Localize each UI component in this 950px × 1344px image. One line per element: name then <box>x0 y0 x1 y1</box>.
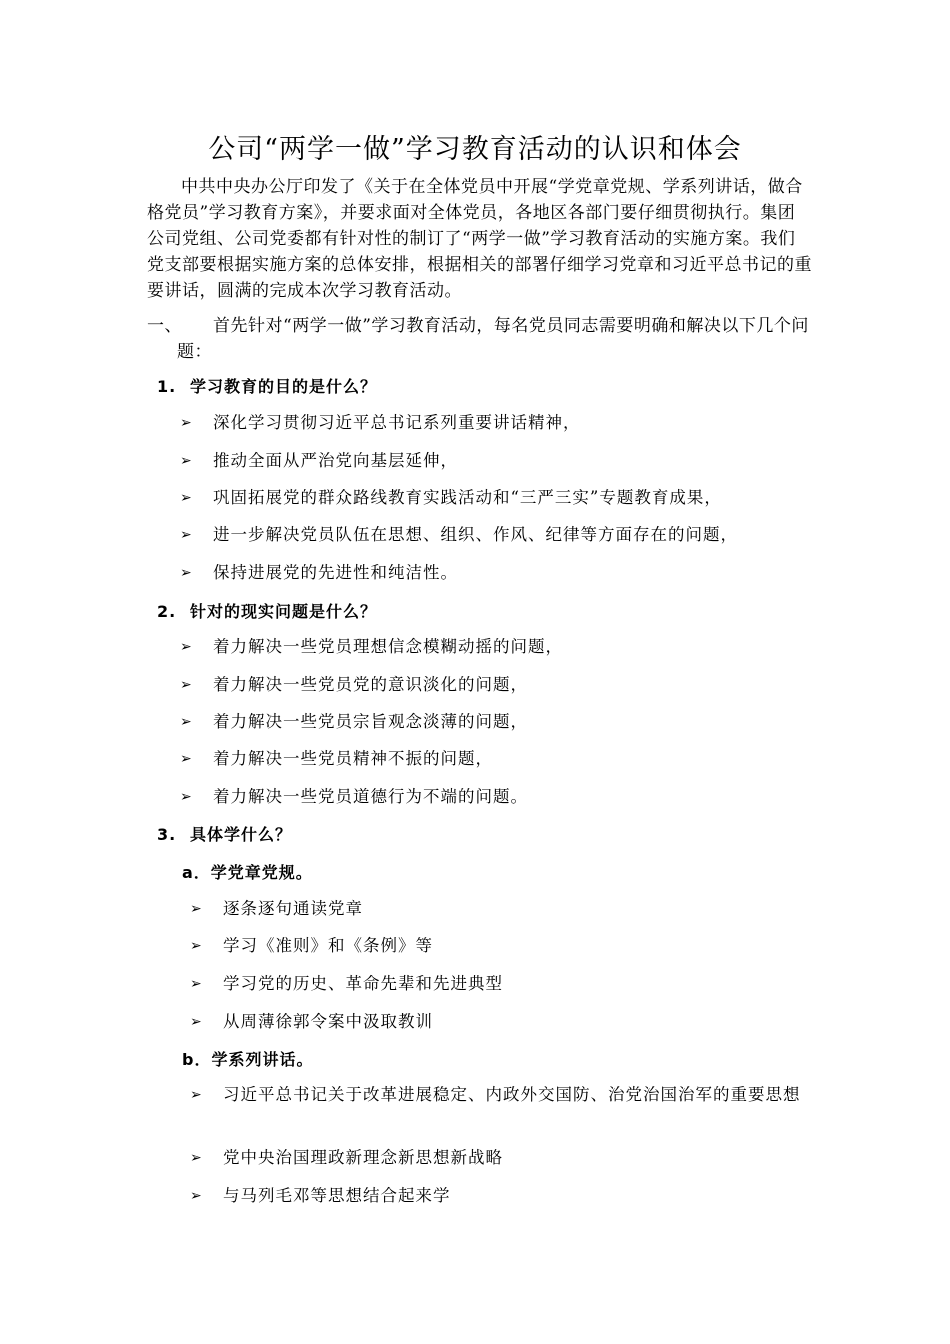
list-item: ➢ 习近平总书记关于改革进展稳定、内政外交国防、治党治国治军的重要思想 <box>190 1082 810 1108</box>
bullet-arrow-icon: ➢ <box>190 1188 203 1204</box>
list-item: ➢ 逐条逐句通读党章 <box>190 896 820 922</box>
bullet-arrow-icon: ➢ <box>180 490 193 506</box>
bullet-arrow-icon: ➢ <box>180 677 193 693</box>
list-item: ➢ 着力解决一些党员理想信念模糊动摇的问题， <box>180 634 810 660</box>
section-one-text: 首先针对“两学一做”学习教育活动，每名党员同志需要明确和解决以下几个问题： <box>177 316 809 362</box>
bullet-arrow-icon: ➢ <box>180 639 193 655</box>
list-item: ➢ 巩固拓展党的群众路线教育实践活动和“三严三实”专题教育成果， <box>180 485 810 511</box>
subsection-a-heading: a．学党章党规。 <box>182 863 313 882</box>
bullet-arrow-icon: ➢ <box>190 901 203 917</box>
list-item: ➢ 党中央治国理政新理念新思想新战略 <box>190 1145 820 1171</box>
bullet-arrow-icon: ➢ <box>180 789 193 805</box>
list-item: ➢ 与马列毛邓等思想结合起来学 <box>190 1183 820 1209</box>
document-title: 公司“两学一做”学习教育活动的认识和体会 <box>208 134 742 165</box>
question-2-heading <box>157 599 377 622</box>
list-item: ➢ 着力解决一些党员精神不振的问题， <box>180 746 810 772</box>
bullet-arrow-icon: ➢ <box>190 1014 203 1030</box>
bullet-arrow-icon: ➢ <box>190 1087 203 1103</box>
bullet-arrow-icon: ➢ <box>190 938 203 954</box>
intro-paragraph: 中共中央办公厅印发了《关于在全体党员中开展“学党章党规、学系列讲话，做合格党员”学习教育方案》，并要求面对全体党员，各地区各部门要仔细贯彻执行。集团公司党组、公司党委都有针对性的制订了“两学一做”学习教育活动的实施方案。我们党支部要根据实施方案的总体安排，根据相关的部署仔细学习党章和习近平总书记的重要讲话，圆满的完成本次学习教育活动。 <box>147 177 812 301</box>
question-1-heading <box>157 374 377 397</box>
question-1-number: 1. <box>157 377 177 396</box>
question-3-heading <box>157 822 292 845</box>
question-3-number: 3. <box>157 825 177 844</box>
question-1-text: 学习教育的目的是什么？ <box>190 377 378 396</box>
bullet-arrow-icon: ➢ <box>180 453 193 469</box>
bullet-arrow-icon: ➢ <box>180 415 193 431</box>
subsection-b-heading: b．学系列讲话。 <box>182 1050 314 1069</box>
list-item: ➢ 着力解决一些党员道德行为不端的问题。 <box>180 784 810 810</box>
list-item: ➢ 深化学习贯彻习近平总书记系列重要讲话精神， <box>180 410 810 436</box>
list-item: ➢ 学习《准则》和《条例》等 <box>190 933 820 959</box>
question-2-number: 2. <box>157 602 177 621</box>
list-item: ➢ 着力解决一些党员党的意识淡化的问题， <box>180 672 810 698</box>
bullet-arrow-icon: ➢ <box>190 976 203 992</box>
bullet-arrow-icon: ➢ <box>180 527 193 543</box>
section-one-number: 一、 <box>147 316 182 336</box>
bullet-arrow-icon: ➢ <box>190 1150 203 1166</box>
bullet-arrow-icon: ➢ <box>180 714 193 730</box>
bullet-arrow-icon: ➢ <box>180 751 193 767</box>
list-item: ➢ 保持进展党的先进性和纯洁性。 <box>180 560 810 586</box>
section-one <box>147 313 812 365</box>
list-item: ➢ 着力解决一些党员宗旨观念淡薄的问题， <box>180 709 810 735</box>
list-item: ➢ 学习党的历史、革命先辈和先进典型 <box>190 971 820 997</box>
list-item: ➢ 进一步解决党员队伍在思想、组织、作风、纪律等方面存在的问题， <box>180 522 810 548</box>
list-item: ➢ 推动全面从严治党向基层延伸， <box>180 448 810 474</box>
bullet-arrow-icon: ➢ <box>180 565 193 581</box>
question-3-text: 具体学什么？ <box>190 825 293 844</box>
question-2-text: 针对的现实问题是什么？ <box>190 602 378 621</box>
list-item: ➢ 从周薄徐郭令案中汲取教训 <box>190 1009 820 1035</box>
